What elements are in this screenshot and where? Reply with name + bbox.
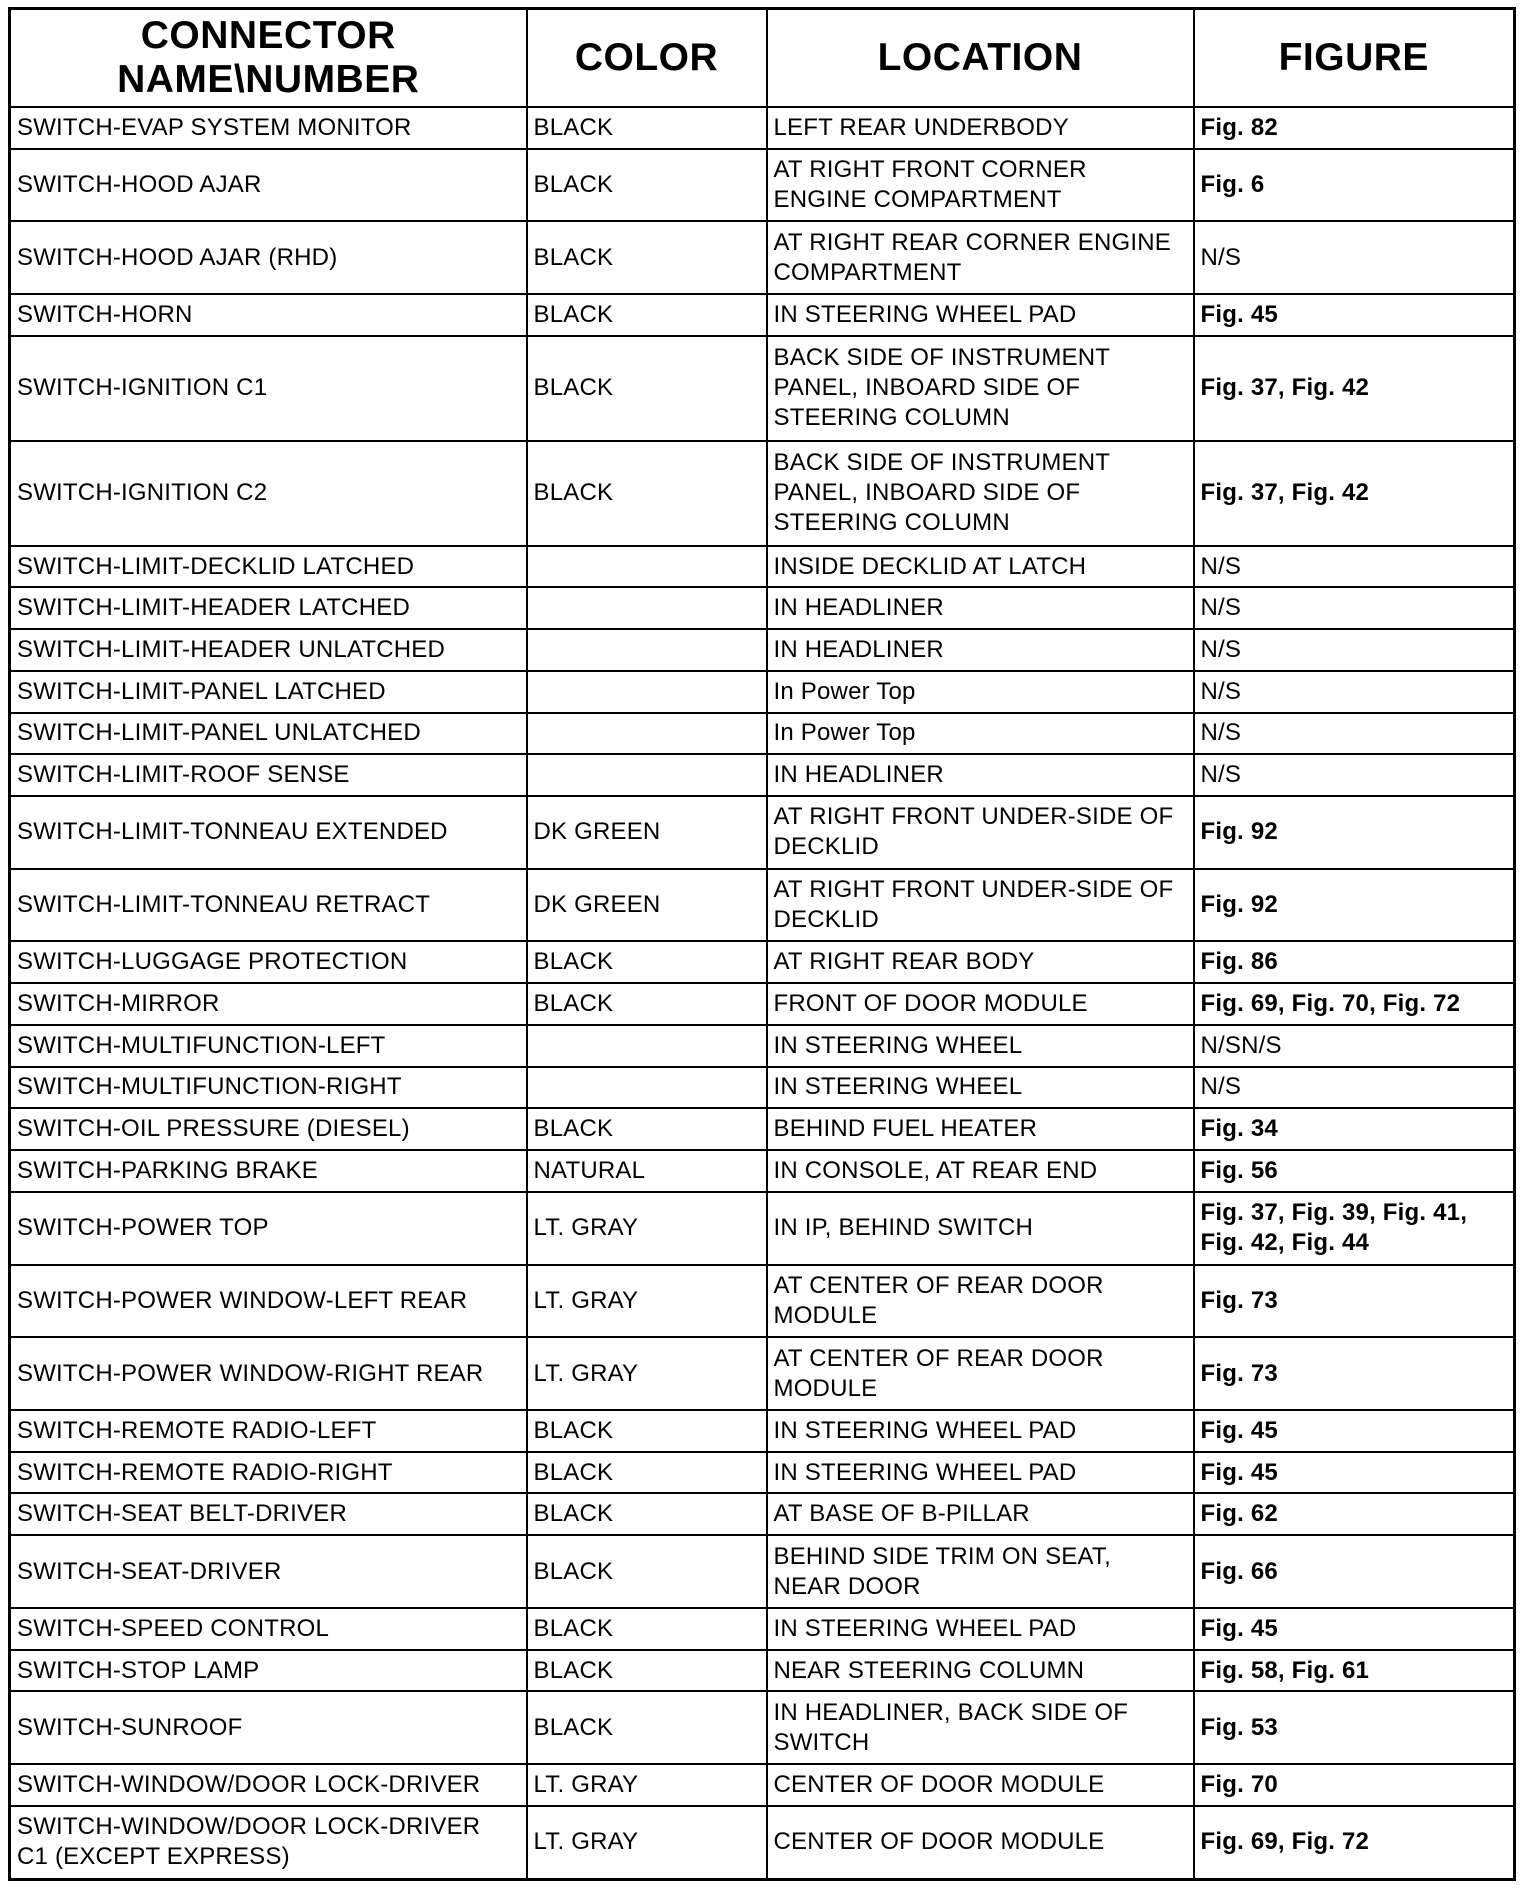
cell-color: BLACK xyxy=(527,1691,767,1764)
cell-connector-name: SWITCH-LUGGAGE PROTECTION xyxy=(10,941,527,983)
table-row xyxy=(10,796,1515,869)
cell-connector-name: SWITCH-LIMIT-ROOF SENSE xyxy=(10,754,527,796)
cell-connector-name: SWITCH-SEAT-DRIVER xyxy=(10,1535,527,1608)
cell-color: LT. GRAY xyxy=(527,1764,767,1806)
cell-figure: Fig. 73 xyxy=(1194,1265,1515,1338)
cell-connector-name: SWITCH-WINDOW/DOOR LOCK-DRIVER xyxy=(10,1764,527,1806)
cell-connector-name: SWITCH-REMOTE RADIO-LEFT xyxy=(10,1410,527,1452)
cell-connector-name: SWITCH-IGNITION C2 xyxy=(10,441,527,546)
cell-location: AT RIGHT FRONT UNDER-SIDE OF DECKLID xyxy=(767,796,1194,869)
document-page xyxy=(8,7,1513,1881)
cell-connector-name: SWITCH-SEAT BELT-DRIVER xyxy=(10,1493,527,1535)
cell-connector-name: SWITCH-IGNITION C1 xyxy=(10,336,527,441)
cell-connector-name: SWITCH-SPEED CONTROL xyxy=(10,1608,527,1650)
table-row xyxy=(10,869,1515,942)
table-row xyxy=(10,1067,1515,1109)
table-header-row xyxy=(10,9,1515,108)
cell-figure: N/S xyxy=(1194,754,1515,796)
table-row xyxy=(10,1108,1515,1150)
table-row xyxy=(10,336,1515,441)
cell-figure: Fig. 45 xyxy=(1194,1452,1515,1494)
cell-figure: Fig. 45 xyxy=(1194,1410,1515,1452)
cell-color: LT. GRAY xyxy=(527,1337,767,1410)
cell-location: IN HEADLINER xyxy=(767,587,1194,629)
cell-figure: Fig. 82 xyxy=(1194,107,1515,149)
table-row xyxy=(10,1691,1515,1764)
cell-connector-name: SWITCH-POWER TOP xyxy=(10,1192,527,1265)
table-row xyxy=(10,107,1515,149)
cell-figure: Fig. 37, Fig. 39, Fig. 41, Fig. 42, Fig. 44 xyxy=(1194,1192,1515,1265)
cell-location: IN STEERING WHEEL xyxy=(767,1067,1194,1109)
cell-connector-name: SWITCH-HOOD AJAR (RHD) xyxy=(10,221,527,294)
cell-figure: Fig. 70 xyxy=(1194,1764,1515,1806)
header-color: COLOR xyxy=(527,9,767,108)
cell-color xyxy=(527,1067,767,1109)
cell-location: CENTER OF DOOR MODULE xyxy=(767,1764,1194,1806)
cell-connector-name: SWITCH-WINDOW/DOOR LOCK-DRIVER C1 (EXCEPT EXPRESS) xyxy=(10,1806,527,1880)
table-row xyxy=(10,754,1515,796)
cell-location: IN HEADLINER xyxy=(767,629,1194,671)
header-connector-name: CONNECTOR NAME\NUMBER xyxy=(10,9,527,108)
connector-table xyxy=(8,7,1516,1881)
cell-connector-name: SWITCH-OIL PRESSURE (DIESEL) xyxy=(10,1108,527,1150)
cell-location: AT RIGHT FRONT CORNER ENGINE COMPARTMENT xyxy=(767,149,1194,222)
header-location: LOCATION xyxy=(767,9,1194,108)
cell-connector-name: SWITCH-LIMIT-PANEL UNLATCHED xyxy=(10,713,527,755)
cell-connector-name: SWITCH-POWER WINDOW-RIGHT REAR xyxy=(10,1337,527,1410)
cell-figure: Fig. 69, Fig. 70, Fig. 72 xyxy=(1194,983,1515,1025)
cell-color xyxy=(527,587,767,629)
cell-color: BLACK xyxy=(527,1650,767,1692)
cell-figure: Fig. 37, Fig. 42 xyxy=(1194,336,1515,441)
cell-connector-name: SWITCH-LIMIT-TONNEAU RETRACT xyxy=(10,869,527,942)
cell-connector-name: SWITCH-LIMIT-DECKLID LATCHED xyxy=(10,546,527,588)
table-row xyxy=(10,941,1515,983)
table-row xyxy=(10,983,1515,1025)
cell-figure: Fig. 73 xyxy=(1194,1337,1515,1410)
cell-connector-name: SWITCH-MULTIFUNCTION-RIGHT xyxy=(10,1067,527,1109)
cell-figure: N/S xyxy=(1194,546,1515,588)
table-row xyxy=(10,546,1515,588)
cell-figure: N/S xyxy=(1194,1067,1515,1109)
cell-location: IN CONSOLE, AT REAR END xyxy=(767,1150,1194,1192)
table-row xyxy=(10,671,1515,713)
cell-location: AT RIGHT REAR BODY xyxy=(767,941,1194,983)
cell-connector-name: SWITCH-EVAP SYSTEM MONITOR xyxy=(10,107,527,149)
cell-figure: N/S xyxy=(1194,221,1515,294)
cell-color: BLACK xyxy=(527,983,767,1025)
cell-location: AT RIGHT FRONT UNDER-SIDE OF DECKLID xyxy=(767,869,1194,942)
cell-location: LEFT REAR UNDERBODY xyxy=(767,107,1194,149)
cell-color: LT. GRAY xyxy=(527,1192,767,1265)
cell-color: BLACK xyxy=(527,221,767,294)
header-figure: FIGURE xyxy=(1194,9,1515,108)
cell-connector-name: SWITCH-MIRROR xyxy=(10,983,527,1025)
cell-location: BEHIND SIDE TRIM ON SEAT, NEAR DOOR xyxy=(767,1535,1194,1608)
cell-location: IN STEERING WHEEL PAD xyxy=(767,1608,1194,1650)
table-row xyxy=(10,1493,1515,1535)
cell-color xyxy=(527,629,767,671)
cell-connector-name: SWITCH-POWER WINDOW-LEFT REAR xyxy=(10,1265,527,1338)
cell-connector-name: SWITCH-LIMIT-HEADER UNLATCHED xyxy=(10,629,527,671)
cell-location: IN STEERING WHEEL PAD xyxy=(767,1452,1194,1494)
cell-location: BACK SIDE OF INSTRUMENT PANEL, INBOARD SIDE OF STEERING COLUMN xyxy=(767,336,1194,441)
cell-color: BLACK xyxy=(527,149,767,222)
cell-color: BLACK xyxy=(527,1108,767,1150)
cell-color xyxy=(527,713,767,755)
cell-figure: Fig. 45 xyxy=(1194,1608,1515,1650)
cell-location: AT BASE OF B-PILLAR xyxy=(767,1493,1194,1535)
cell-color: BLACK xyxy=(527,294,767,336)
cell-color: DK GREEN xyxy=(527,869,767,942)
cell-location: In Power Top xyxy=(767,671,1194,713)
cell-location: AT CENTER OF REAR DOOR MODULE xyxy=(767,1337,1194,1410)
cell-color: BLACK xyxy=(527,1608,767,1650)
cell-figure: Fig. 6 xyxy=(1194,149,1515,222)
cell-figure: N/S xyxy=(1194,713,1515,755)
cell-color: BLACK xyxy=(527,1410,767,1452)
cell-connector-name: SWITCH-HOOD AJAR xyxy=(10,149,527,222)
cell-figure: N/S xyxy=(1194,587,1515,629)
cell-location: AT RIGHT REAR CORNER ENGINE COMPARTMENT xyxy=(767,221,1194,294)
cell-connector-name: SWITCH-MULTIFUNCTION-LEFT xyxy=(10,1025,527,1067)
cell-color xyxy=(527,546,767,588)
cell-connector-name: SWITCH-STOP LAMP xyxy=(10,1650,527,1692)
cell-connector-name: SWITCH-HORN xyxy=(10,294,527,336)
cell-figure: Fig. 92 xyxy=(1194,796,1515,869)
cell-figure: N/S xyxy=(1194,629,1515,671)
cell-color: BLACK xyxy=(527,1493,767,1535)
cell-figure: Fig. 53 xyxy=(1194,1691,1515,1764)
cell-location: IN IP, BEHIND SWITCH xyxy=(767,1192,1194,1265)
table-row xyxy=(10,587,1515,629)
cell-connector-name: SWITCH-SUNROOF xyxy=(10,1691,527,1764)
table-row xyxy=(10,1535,1515,1608)
table-body xyxy=(10,107,1515,1880)
cell-connector-name: SWITCH-LIMIT-PANEL LATCHED xyxy=(10,671,527,713)
cell-figure: Fig. 56 xyxy=(1194,1150,1515,1192)
cell-location: BEHIND FUEL HEATER xyxy=(767,1108,1194,1150)
table-row xyxy=(10,713,1515,755)
table-row xyxy=(10,1337,1515,1410)
cell-color: BLACK xyxy=(527,336,767,441)
cell-location: CENTER OF DOOR MODULE xyxy=(767,1806,1194,1880)
table-row xyxy=(10,629,1515,671)
cell-color xyxy=(527,754,767,796)
cell-color: DK GREEN xyxy=(527,796,767,869)
cell-color: NATURAL xyxy=(527,1150,767,1192)
cell-connector-name: SWITCH-PARKING BRAKE xyxy=(10,1150,527,1192)
cell-location: IN STEERING WHEEL xyxy=(767,1025,1194,1067)
table-row xyxy=(10,221,1515,294)
table-row xyxy=(10,1150,1515,1192)
cell-color: BLACK xyxy=(527,107,767,149)
cell-figure: Fig. 69, Fig. 72 xyxy=(1194,1806,1515,1880)
cell-location: IN STEERING WHEEL PAD xyxy=(767,294,1194,336)
cell-connector-name: SWITCH-LIMIT-HEADER LATCHED xyxy=(10,587,527,629)
cell-location: NEAR STEERING COLUMN xyxy=(767,1650,1194,1692)
cell-location: FRONT OF DOOR MODULE xyxy=(767,983,1194,1025)
table-row xyxy=(10,1452,1515,1494)
cell-location: IN STEERING WHEEL PAD xyxy=(767,1410,1194,1452)
cell-location: IN HEADLINER, BACK SIDE OF SWITCH xyxy=(767,1691,1194,1764)
table-row xyxy=(10,1650,1515,1692)
cell-location: INSIDE DECKLID AT LATCH xyxy=(767,546,1194,588)
table-row xyxy=(10,149,1515,222)
cell-figure: Fig. 58, Fig. 61 xyxy=(1194,1650,1515,1692)
cell-figure: N/S xyxy=(1194,671,1515,713)
cell-figure: Fig. 66 xyxy=(1194,1535,1515,1608)
cell-figure: Fig. 92 xyxy=(1194,869,1515,942)
cell-figure: Fig. 62 xyxy=(1194,1493,1515,1535)
cell-location: BACK SIDE OF INSTRUMENT PANEL, INBOARD SIDE OF STEERING COLUMN xyxy=(767,441,1194,546)
cell-figure: Fig. 37, Fig. 42 xyxy=(1194,441,1515,546)
cell-figure: Fig. 34 xyxy=(1194,1108,1515,1150)
cell-color: LT. GRAY xyxy=(527,1806,767,1880)
cell-connector-name: SWITCH-LIMIT-TONNEAU EXTENDED xyxy=(10,796,527,869)
table-row xyxy=(10,1265,1515,1338)
table-row xyxy=(10,1025,1515,1067)
cell-location: In Power Top xyxy=(767,713,1194,755)
table-row xyxy=(10,441,1515,546)
cell-connector-name: SWITCH-REMOTE RADIO-RIGHT xyxy=(10,1452,527,1494)
cell-color xyxy=(527,1025,767,1067)
table-row xyxy=(10,1806,1515,1880)
cell-location: IN HEADLINER xyxy=(767,754,1194,796)
cell-color xyxy=(527,671,767,713)
cell-color: BLACK xyxy=(527,1452,767,1494)
cell-figure: Fig. 45 xyxy=(1194,294,1515,336)
cell-color: BLACK xyxy=(527,941,767,983)
table-row xyxy=(10,1192,1515,1265)
cell-figure: N/SN/S xyxy=(1194,1025,1515,1067)
cell-figure: Fig. 86 xyxy=(1194,941,1515,983)
table-row xyxy=(10,1608,1515,1650)
cell-color: BLACK xyxy=(527,441,767,546)
cell-location: AT CENTER OF REAR DOOR MODULE xyxy=(767,1265,1194,1338)
table-row xyxy=(10,1410,1515,1452)
cell-color: BLACK xyxy=(527,1535,767,1608)
cell-color: LT. GRAY xyxy=(527,1265,767,1338)
table-row xyxy=(10,294,1515,336)
table-row xyxy=(10,1764,1515,1806)
